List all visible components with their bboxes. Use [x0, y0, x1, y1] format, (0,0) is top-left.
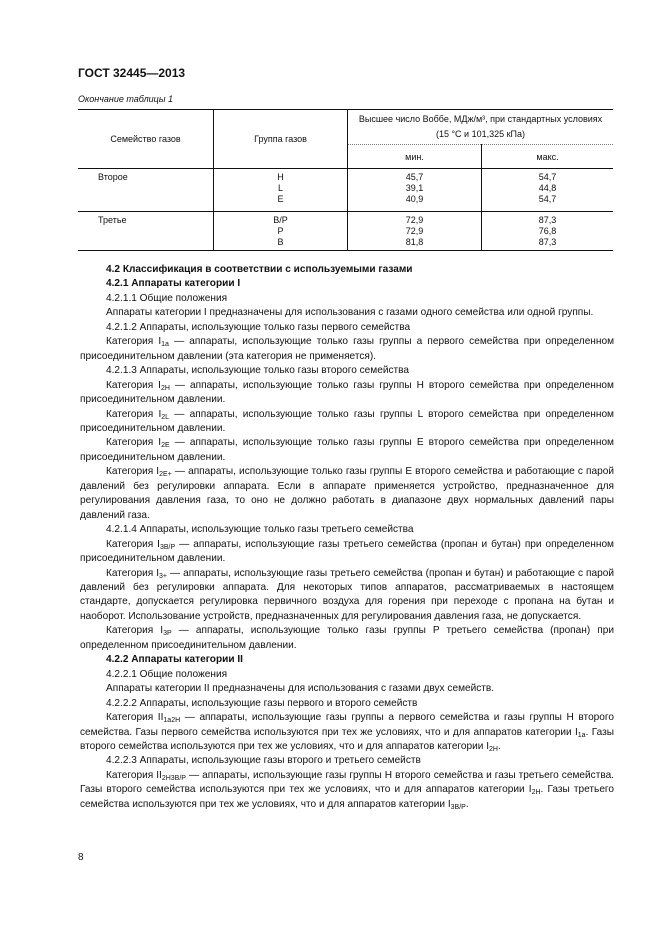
clause-heading: 4.2.2.1 Общие положения	[106, 668, 228, 680]
paragraph: Категория $I_{1a}$ — аппараты, использующие только газы группы а первого семейства при определенном присоединительном давлении (эта категория не применяется).	[80, 336, 615, 362]
paragraph: Категория $I_{3B/P}$ — аппараты, использующие газы третьего семейства (пропан и бутан) при определенном присоединительном давлении.	[80, 538, 615, 565]
subsection-heading: 4.2.1 Аппараты категории I	[106, 278, 241, 290]
max-cell	[482, 169, 614, 212]
table-row	[78, 169, 613, 212]
paragraph: Аппараты категории II предназначены для использования с газами двух семейств.	[106, 683, 495, 695]
group-value: E	[277, 194, 284, 204]
col-family-header	[78, 110, 214, 169]
min-cell	[348, 169, 482, 212]
col-wobbe-header	[348, 110, 614, 145]
family-label: Второе	[98, 172, 128, 182]
group-value: P	[277, 226, 284, 236]
group-value: B/P	[273, 215, 288, 225]
section-heading: 4.2 Классификация в соответствии с используемыми газами	[106, 264, 413, 275]
min-value: 45,7	[405, 172, 424, 182]
min-value: 40,9	[405, 194, 424, 204]
min-value: 39,1	[405, 183, 424, 193]
min-value: 72,9	[405, 215, 424, 225]
group-cell	[214, 169, 348, 212]
page-number: 8	[78, 852, 84, 863]
paragraph: Категория $I_{3P}$ — аппараты, использующие только газы группы P третьего семейства (пропан) при определенном присоединительном давлении.	[80, 625, 614, 651]
col-max-label: макс.	[536, 151, 559, 162]
group-value: H	[277, 172, 284, 182]
paragraph: Аппараты категории I предназначены для использования с газами одного семейства или одной группы.	[106, 307, 594, 319]
min-cell	[348, 212, 482, 251]
clause-heading: 4.2.1.1 Общие положения	[106, 292, 228, 304]
paragraph: Категория $I_{3+}$ — аппараты, использующие газы третьего семейства (пропан и бутан) и работающие с парой давлений без регулировки аппарата. Для некоторых типов аппаратов, рассматриваемых в настоящем стандарте, допускается регулировка первичного воздуха для горения при переходе с пропана на бутан и наоборот. Использование устройств, предназначенных для регулирования давления газа, не допускается.	[80, 567, 614, 622]
col-group-label: Группа газов	[254, 134, 307, 144]
group-value: L	[277, 183, 283, 193]
table-header-row	[78, 110, 613, 145]
paragraph: Категория $I_{2L}$ — аппараты, использующие только газы группы L второго семейства при определенном присоединительном давлении.	[80, 408, 614, 434]
col-min-header	[348, 145, 482, 169]
paragraph: Категория $I_{2H}$ — аппараты, использующие только газы группы H второго семейства при определенном присоединительном давлении.	[80, 379, 614, 406]
family-cell	[78, 212, 214, 251]
family-label: Третье	[98, 215, 127, 225]
clause-heading: 4.2.1.4 Аппараты, использующие только газы третьего семейства	[106, 524, 414, 536]
paragraph: Категория $I_{2E+}$ — аппараты, использующие только газы группы E второго семейства и работающие с парой давлений без регулировки аппарата. Если в аппарате применяется устройство, предназначенное для регулирования давления газа, то оно не должно работать в диапазоне двух нормальных давлений пары давлений газа.	[80, 466, 614, 521]
paragraph: Категория $II_{1a2H}$ — аппараты, использующие газы группы а первого семейства и газы группы H второго семейства. Газы первого семейства используются при тех же условиях, что и для аппаратов категории $I_{1a}$. Газы второго семейства используются при тех же условиях, что и для аппаратов категории $I_{2H}$.	[80, 712, 614, 753]
min-value: 81,8	[405, 237, 424, 247]
max-value: 44,8	[538, 183, 557, 193]
col-wobbe-label: Высшее число Воббе, МДж/м³, при стандартных условиях	[358, 114, 603, 124]
max-value: 87,3	[538, 215, 557, 225]
col-min-label: мин.	[405, 151, 424, 162]
table-row	[78, 212, 613, 251]
max-value: 54,7	[538, 194, 557, 204]
paragraph: Категория $I_{2E}$ — аппараты, использующие только газы группы E второго семейства при определенном присоединительном давлении.	[80, 437, 614, 463]
col-group-header	[214, 110, 348, 169]
max-cell	[482, 212, 614, 251]
subsection-heading: 4.2.2 Аппараты категории II	[106, 654, 243, 666]
max-value: 87,3	[538, 237, 557, 247]
gas-table	[78, 109, 613, 251]
col-family-label: Семейство газов	[110, 134, 181, 144]
clause-heading: 4.2.1.3 Аппараты, использующие только газы второго семейства	[106, 365, 410, 377]
clause-heading: 4.2.2.2 Аппараты, использующие газы первого и второго семейств	[106, 697, 418, 709]
max-value: 76,8	[538, 226, 557, 236]
max-value: 54,7	[538, 172, 557, 182]
col-wobbe-condition: (15 °С и 101,325 кПа)	[435, 129, 526, 139]
group-value: B	[277, 237, 284, 247]
family-cell	[78, 169, 214, 212]
col-max-header	[482, 145, 614, 169]
table-caption: Окончание таблицы 1	[78, 94, 173, 104]
document-header: ГОСТ 32445—2013	[78, 66, 186, 80]
clause-heading: 4.2.2.3 Аппараты, использующие газы второго и третьего семейств	[106, 755, 421, 767]
clause-heading: 4.2.1.2 Аппараты, использующие только газы первого семейства	[106, 321, 411, 333]
body-text	[80, 263, 614, 812]
min-value: 72,9	[405, 226, 424, 236]
paragraph: Категория $II_{2H3B/P}$ — аппараты, использующие газы группы H второго семейства и газы третьего семейства. Газы второго семейства используются при тех же условиях, что и для аппаратов категории $I_{2H}$. Газы третьего семейства используются при тех же условиях, что и для аппаратов категории $I_{3B/P}$.	[80, 769, 614, 811]
group-cell	[214, 212, 348, 251]
